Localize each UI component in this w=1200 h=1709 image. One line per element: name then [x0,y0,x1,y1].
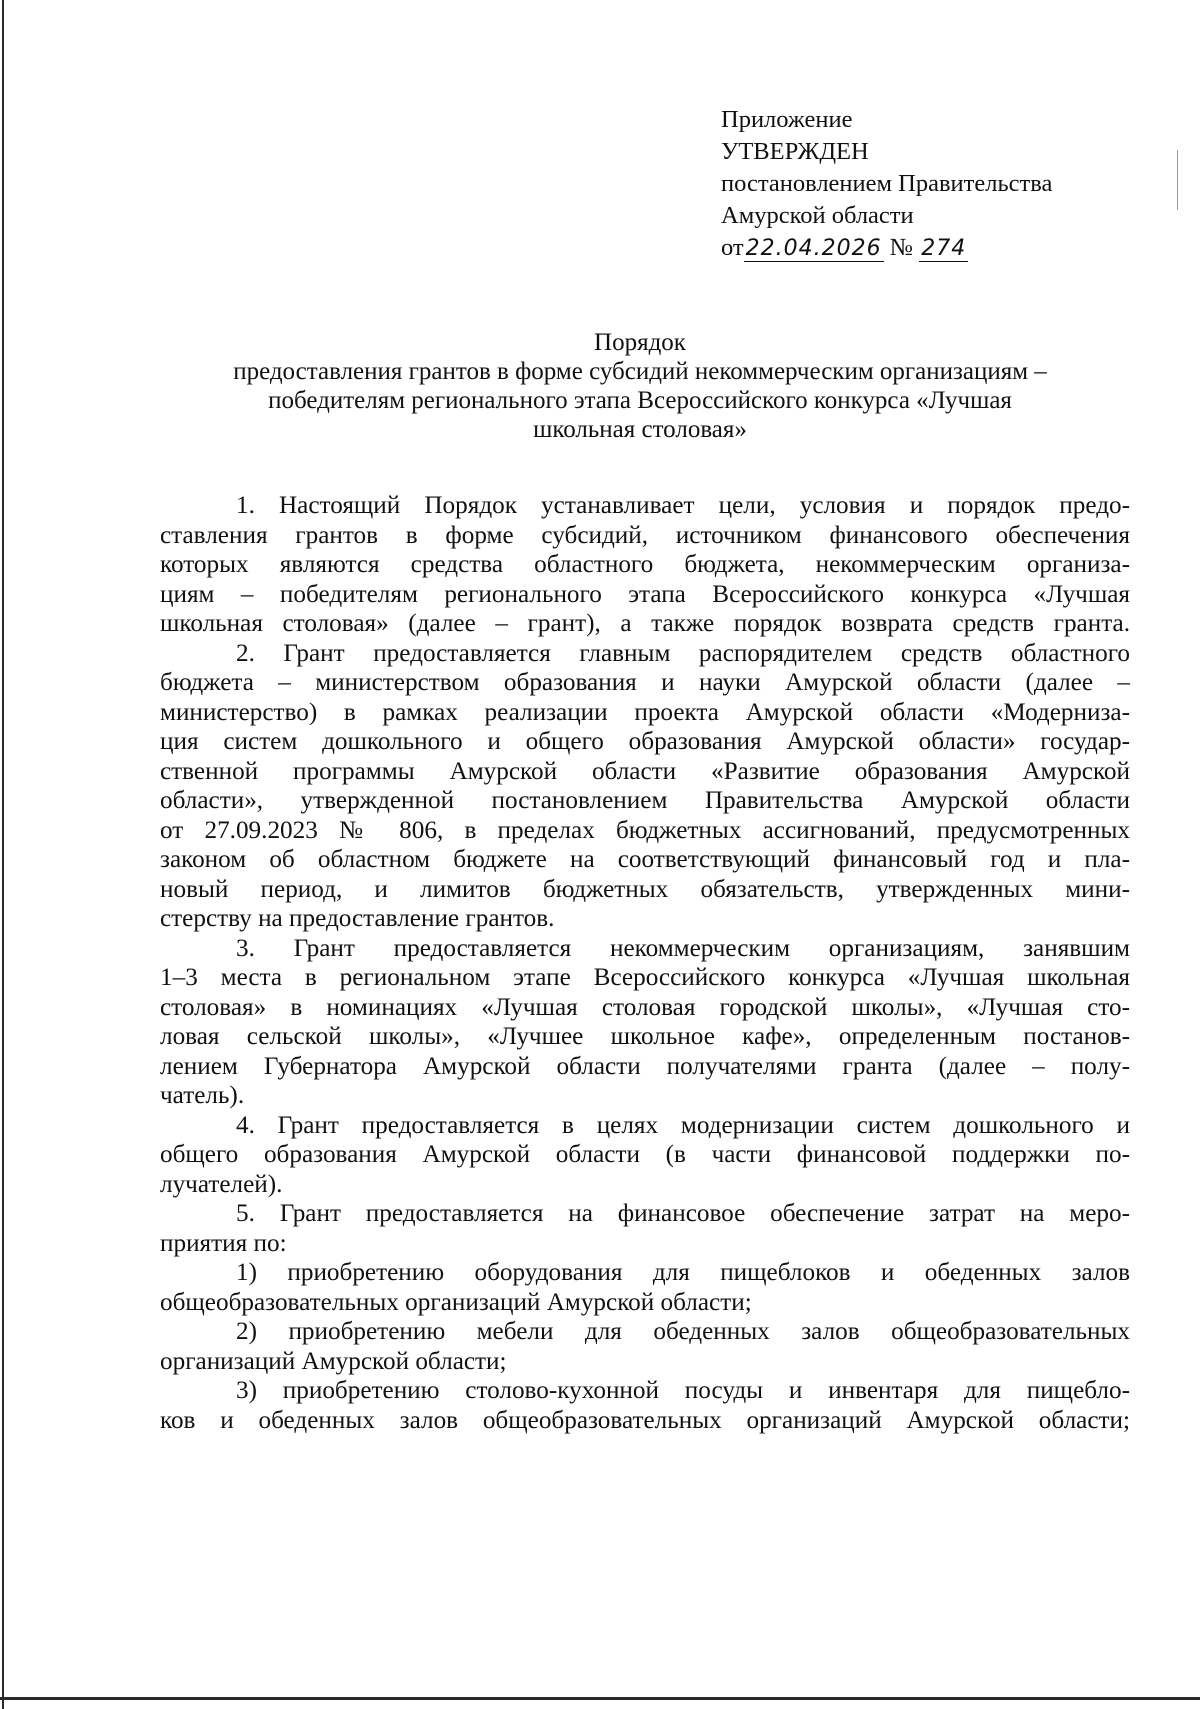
text-line: 3) приобретению столово-кухонной посуды и инвентаря для пищебло- [236,1377,1130,1404]
text-line: 1. Настоящий Порядок устанавливает цели, условия и порядок предо- [236,492,1130,519]
text-line: лением Губернатора Амурской области получателями гранта (далее – полу- [160,1052,1130,1080]
scan-mark [1177,150,1178,210]
text-line: чатель). [160,1082,245,1109]
text-line: 5. Грант предоставляется на финансовое обеспечение затрат на меро- [236,1200,1130,1227]
approval-line-appendix: Приложение [721,106,853,133]
list-item [160,1317,1130,1376]
scan-edge-bottom [0,1697,1200,1700]
text-line: ция систем дошкольного и общего образования Амурской области» государ- [160,728,1130,755]
document-title: Порядок [594,329,686,356]
paragraph-5 [160,1199,1130,1258]
scan-edge-left [2,0,4,1709]
text-line: бюджета – министерством образования и науки Амурской области (далее – [160,669,1130,696]
text-line: 2. Грант предоставляется главным распорядителем средств областного [236,639,1130,667]
document-heading [160,328,1120,444]
text-line: законом об областном бюджете на соответствующий финансовый год и пла- [160,846,1130,873]
handwritten-date: 22.04.2026 [745,236,882,261]
text-line: общеобразовательных организаций Амурской области; [160,1288,752,1316]
subtitle-line: школьная столовая» [533,416,747,443]
number-sign: № [889,234,914,261]
text-line: организаций Амурской области; [160,1347,507,1375]
text-line: 1–3 места в региональном этапе Всероссийского конкурса «Лучшая школьная [160,964,1130,991]
text-line: новый период, и лимитов бюджетных обязательств, утвержденных мини- [160,875,1130,903]
text-line: 3. Грант предоставляется некоммерческим организациям, занявшим [236,934,1130,962]
text-line: школьная столовая» (далее – грант), а также порядок возврата средств гранта. [160,610,1130,637]
paragraph-3 [160,934,1130,1111]
text-line: лучателей). [160,1170,283,1198]
paragraph-1 [160,491,1130,639]
text-line: стерству на предоставление грантов. [160,905,555,932]
text-line: 4. Грант предоставляется в целях модернизации систем дошкольного и [236,1111,1130,1139]
list-item [160,1258,1130,1317]
text-line: которых являются средства областного бюджета, некоммерческим организа- [160,551,1130,578]
text-line: ков и обеденных залов общеобразовательных организаций Амурской области; [160,1406,1130,1434]
document-body [160,491,1130,1435]
paragraph-4 [160,1111,1130,1200]
list-item [160,1376,1130,1435]
text-line: ственной программы Амурской области «Развитие образования Амурской [160,757,1130,785]
approval-block [721,104,1052,265]
text-line: 2) приобретению мебели для обеденных залов общеобразовательных [236,1318,1130,1345]
text-line: циям – победителям регионального этапа Всероссийского конкурса «Лучшая [160,580,1130,608]
text-line: области», утвержденной постановлением Правительства Амурской области [160,787,1130,814]
text-line: общего образования Амурской области (в части финансовой поддержки по- [160,1141,1130,1168]
handwritten-number: 274 [921,236,967,261]
text-line: столовая» в номинациях «Лучшая столовая городской школы», «Лучшая сто- [160,993,1130,1021]
text-line: министерство) в рамках реализации проекта Амурской области «Модерниза- [160,698,1130,726]
approval-line-approved: УТВЕРЖДЕН [721,138,869,165]
paragraph-2 [160,639,1130,934]
text-line: ставления грантов в форме субсидий, источником финансового обеспечения [160,521,1130,549]
text-line: приятия по: [160,1229,287,1257]
approval-line-resolution: постановлением Правительства [721,170,1053,197]
approval-line-region: Амурской области [721,202,914,229]
date-prefix: от [721,234,744,261]
approval-date-line [721,232,1052,265]
subtitle-line: предоставления грантов в форме субсидий некоммерческим организациям – [233,358,1047,385]
text-line: ловая сельской школы», «Лучшее школьное кафе», определенным постанов- [160,1023,1130,1050]
subtitle-line: победителям регионального этапа Всероссийского конкурса «Лучшая [268,387,1012,414]
text-line: от 27.09.2023 № 806, в пределах бюджетных ассигнований, предусмотренных [160,816,1130,844]
text-line: 1) приобретению оборудования для пищеблоков и обеденных залов [236,1259,1130,1286]
